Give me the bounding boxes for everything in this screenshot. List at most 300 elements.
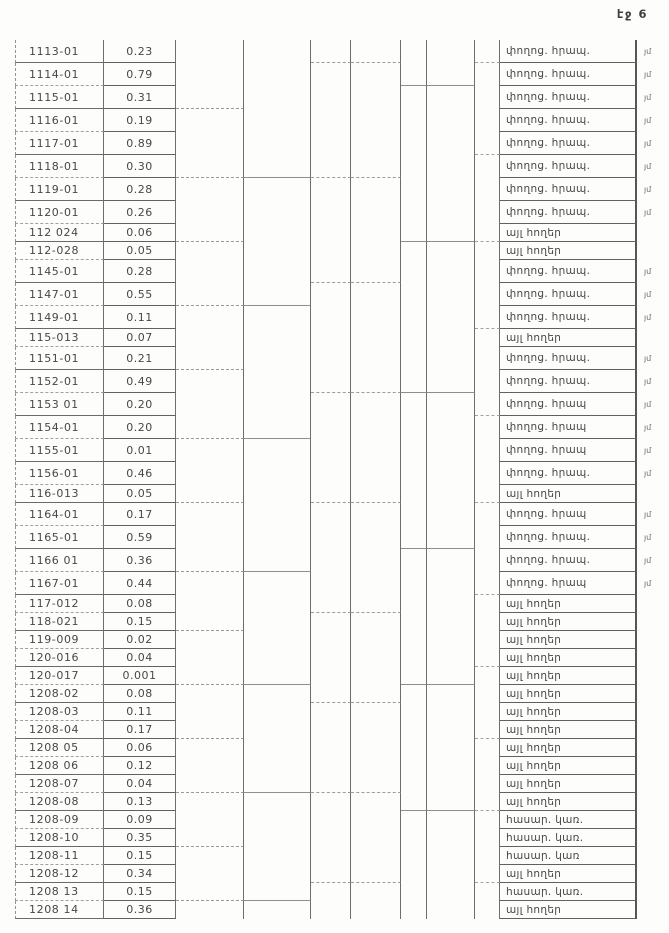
empty-cell: [475, 901, 500, 919]
empty-cell: [244, 685, 311, 703]
marker-cell: յմ: [644, 354, 652, 363]
empty-cell: [427, 811, 475, 829]
empty-cell: [401, 793, 427, 811]
marker-cell: յմ: [644, 400, 652, 409]
marker-cell: յմ: [644, 556, 652, 565]
land-use-cell: փողոց. հրապ.: [500, 201, 637, 224]
empty-cell: [311, 549, 351, 572]
area-value-cell: 0.55: [104, 283, 176, 306]
parcel-id-cell: 1156-01: [15, 462, 104, 485]
empty-cell: [311, 416, 351, 439]
table-row: [15, 613, 669, 631]
empty-cell: [475, 416, 500, 439]
empty-cell: [176, 416, 244, 439]
empty-cell: [351, 416, 401, 439]
table-row: [15, 739, 669, 757]
empty-cell: [244, 370, 311, 393]
land-use-cell: փողոց. հրապ.: [500, 526, 637, 549]
marker-cell: [637, 631, 669, 649]
empty-cell: [351, 63, 401, 86]
table-row: [15, 439, 669, 462]
empty-cell: [351, 526, 401, 549]
empty-cell: [244, 155, 311, 178]
empty-cell: [176, 178, 244, 201]
empty-cell: [311, 901, 351, 919]
empty-cell: [475, 178, 500, 201]
marker-cell: յմ: [644, 185, 652, 194]
empty-cell: [176, 865, 244, 883]
empty-cell: [401, 283, 427, 306]
land-use-cell: փողոց. հրապ.: [500, 86, 637, 109]
empty-cell: [427, 739, 475, 757]
empty-cell: [475, 667, 500, 685]
table-row: [15, 847, 669, 865]
empty-cell: [475, 462, 500, 485]
empty-cell: [401, 549, 427, 572]
table-row: [15, 595, 669, 613]
empty-cell: [401, 393, 427, 416]
empty-cell: [401, 86, 427, 109]
empty-cell: [401, 757, 427, 775]
parcel-id-cell: 1167-01: [15, 572, 104, 595]
land-use-cell: փողոց. հրապ.: [500, 283, 637, 306]
marker-cell: [637, 883, 669, 901]
empty-cell: [311, 613, 351, 631]
empty-cell: [244, 63, 311, 86]
empty-cell: [351, 595, 401, 613]
area-value-cell: 0.08: [104, 595, 176, 613]
empty-cell: [244, 132, 311, 155]
empty-cell: [427, 416, 475, 439]
parcel-id-cell: 1154-01: [15, 416, 104, 439]
empty-cell: [176, 883, 244, 901]
empty-cell: [401, 370, 427, 393]
area-value-cell: 0.06: [104, 739, 176, 757]
empty-cell: [427, 775, 475, 793]
table-row: [15, 40, 669, 63]
empty-cell: [311, 685, 351, 703]
marker-cell: յմ: [644, 139, 652, 148]
parcel-id-cell: 112-028: [15, 242, 104, 260]
parcel-id-cell: 1208-12: [15, 865, 104, 883]
empty-cell: [311, 829, 351, 847]
empty-cell: [176, 685, 244, 703]
empty-cell: [311, 865, 351, 883]
marker-cell: յմ: [644, 290, 652, 299]
empty-cell: [244, 829, 311, 847]
empty-cell: [427, 721, 475, 739]
land-use-cell: այլ հողեր: [500, 739, 637, 757]
empty-cell: [244, 793, 311, 811]
empty-cell: [475, 811, 500, 829]
area-value-cell: 0.46: [104, 462, 176, 485]
empty-cell: [351, 224, 401, 242]
marker-cell: յմ: [644, 162, 652, 171]
marker-cell: յմ: [644, 116, 652, 125]
table-row: [15, 329, 669, 347]
empty-cell: [475, 775, 500, 793]
empty-cell: [311, 370, 351, 393]
empty-cell: [176, 829, 244, 847]
land-use-cell: փողոց. հրապ.: [500, 40, 637, 63]
table-row: [15, 306, 669, 329]
table-row: [15, 178, 669, 201]
marker-cell: յմ: [644, 469, 652, 478]
empty-cell: [176, 201, 244, 224]
empty-cell: [176, 503, 244, 526]
empty-cell: [427, 347, 475, 370]
marker-cell: յմ: [644, 267, 652, 276]
empty-cell: [351, 793, 401, 811]
empty-cell: [176, 242, 244, 260]
empty-cell: [244, 485, 311, 503]
table-row: [15, 901, 669, 919]
empty-cell: [351, 572, 401, 595]
land-use-cell: այլ հողեր: [500, 631, 637, 649]
empty-cell: [351, 721, 401, 739]
empty-cell: [401, 109, 427, 132]
parcel-id-cell: 1120-01: [15, 201, 104, 224]
marker-cell: յմ: [644, 377, 652, 386]
empty-cell: [475, 329, 500, 347]
empty-cell: [475, 242, 500, 260]
empty-cell: [475, 132, 500, 155]
parcel-id-cell: 120-017: [15, 667, 104, 685]
empty-cell: [351, 829, 401, 847]
table-row: [15, 685, 669, 703]
marker-cell: [637, 901, 669, 919]
empty-cell: [427, 703, 475, 721]
parcel-id-cell: 1114-01: [15, 63, 104, 86]
empty-cell: [475, 572, 500, 595]
empty-cell: [244, 847, 311, 865]
empty-cell: [427, 393, 475, 416]
empty-cell: [311, 109, 351, 132]
empty-cell: [244, 739, 311, 757]
table-row: [15, 811, 669, 829]
land-use-cell: հասար. կառ.: [500, 883, 637, 901]
area-value-cell: 0.19: [104, 109, 176, 132]
empty-cell: [311, 155, 351, 178]
area-value-cell: 0.001: [104, 667, 176, 685]
area-value-cell: 0.44: [104, 572, 176, 595]
parcel-id-cell: 1208 13: [15, 883, 104, 901]
empty-cell: [401, 306, 427, 329]
land-use-cell: այլ հողեր: [500, 757, 637, 775]
marker-cell: յմ: [644, 93, 652, 102]
land-use-cell: փողոց. հրապ: [500, 439, 637, 462]
area-value-cell: 0.20: [104, 416, 176, 439]
empty-cell: [244, 649, 311, 667]
empty-cell: [176, 439, 244, 462]
empty-cell: [244, 865, 311, 883]
area-value-cell: 0.08: [104, 685, 176, 703]
empty-cell: [176, 329, 244, 347]
area-value-cell: 0.15: [104, 883, 176, 901]
marker-cell: յմ: [644, 579, 652, 588]
area-value-cell: 0.04: [104, 775, 176, 793]
empty-cell: [176, 595, 244, 613]
empty-cell: [427, 757, 475, 775]
empty-cell: [176, 370, 244, 393]
area-value-cell: 0.13: [104, 793, 176, 811]
empty-cell: [427, 685, 475, 703]
empty-cell: [427, 883, 475, 901]
empty-cell: [311, 503, 351, 526]
empty-cell: [311, 526, 351, 549]
empty-cell: [311, 649, 351, 667]
empty-cell: [427, 793, 475, 811]
empty-cell: [401, 347, 427, 370]
land-use-cell: այլ հողեր: [500, 703, 637, 721]
area-value-cell: 0.31: [104, 86, 176, 109]
empty-cell: [351, 155, 401, 178]
empty-cell: [351, 260, 401, 283]
empty-cell: [244, 393, 311, 416]
empty-cell: [311, 572, 351, 595]
marker-cell: յմ: [644, 533, 652, 542]
marker-cell: [637, 595, 669, 613]
area-value-cell: 0.28: [104, 260, 176, 283]
empty-cell: [244, 109, 311, 132]
marker-cell: [637, 793, 669, 811]
table-row: [15, 649, 669, 667]
land-use-cell: այլ հողեր: [500, 721, 637, 739]
marker-cell: [637, 329, 669, 347]
empty-cell: [351, 439, 401, 462]
empty-cell: [427, 613, 475, 631]
empty-cell: [351, 329, 401, 347]
empty-cell: [401, 242, 427, 260]
land-use-cell: այլ հողեր: [500, 329, 637, 347]
empty-cell: [311, 739, 351, 757]
empty-cell: [176, 572, 244, 595]
empty-cell: [351, 178, 401, 201]
empty-cell: [176, 649, 244, 667]
area-value-cell: 0.02: [104, 631, 176, 649]
parcel-id-cell: 1208 05: [15, 739, 104, 757]
table-row: [15, 347, 669, 370]
empty-cell: [244, 811, 311, 829]
empty-cell: [475, 847, 500, 865]
table-row: [15, 86, 669, 109]
empty-cell: [311, 393, 351, 416]
empty-cell: [351, 393, 401, 416]
table-row: [15, 667, 669, 685]
empty-cell: [311, 595, 351, 613]
empty-cell: [475, 40, 500, 63]
land-use-cell: փողոց. հրապ: [500, 572, 637, 595]
area-value-cell: 0.79: [104, 63, 176, 86]
parcel-id-cell: 1118-01: [15, 155, 104, 178]
empty-cell: [176, 63, 244, 86]
table-row: [15, 775, 669, 793]
empty-cell: [427, 283, 475, 306]
empty-cell: [475, 63, 500, 86]
marker-cell: [637, 829, 669, 847]
empty-cell: [244, 439, 311, 462]
empty-cell: [351, 242, 401, 260]
empty-cell: [176, 811, 244, 829]
land-use-cell: փողոց. հրապ.: [500, 63, 637, 86]
empty-cell: [427, 649, 475, 667]
empty-cell: [311, 631, 351, 649]
table-row: [15, 503, 669, 526]
empty-cell: [427, 595, 475, 613]
parcel-id-cell: 120-016: [15, 649, 104, 667]
empty-cell: [401, 178, 427, 201]
empty-cell: [401, 703, 427, 721]
land-use-cell: այլ հողեր: [500, 613, 637, 631]
area-value-cell: 0.20: [104, 393, 176, 416]
area-value-cell: 0.26: [104, 201, 176, 224]
area-value-cell: 0.05: [104, 242, 176, 260]
empty-cell: [427, 847, 475, 865]
parcel-id-cell: 1208-09: [15, 811, 104, 829]
area-value-cell: 0.36: [104, 549, 176, 572]
empty-cell: [176, 739, 244, 757]
empty-cell: [401, 503, 427, 526]
parcel-id-cell: 1166 01: [15, 549, 104, 572]
empty-cell: [427, 178, 475, 201]
empty-cell: [427, 829, 475, 847]
empty-cell: [475, 631, 500, 649]
land-use-cell: այլ հողեր: [500, 242, 637, 260]
marker-cell: [637, 775, 669, 793]
empty-cell: [244, 721, 311, 739]
empty-cell: [176, 132, 244, 155]
empty-cell: [244, 703, 311, 721]
area-value-cell: 0.15: [104, 613, 176, 631]
empty-cell: [351, 775, 401, 793]
land-use-cell: փողոց. հրապ.: [500, 155, 637, 178]
marker-cell: [637, 811, 669, 829]
empty-cell: [427, 86, 475, 109]
parcel-id-cell: 1152-01: [15, 370, 104, 393]
area-value-cell: 0.23: [104, 40, 176, 63]
empty-cell: [401, 224, 427, 242]
empty-cell: [427, 224, 475, 242]
empty-cell: [401, 485, 427, 503]
empty-cell: [475, 347, 500, 370]
empty-cell: [427, 306, 475, 329]
empty-cell: [427, 40, 475, 63]
marker-cell: յմ: [644, 313, 652, 322]
empty-cell: [244, 86, 311, 109]
empty-cell: [176, 86, 244, 109]
parcel-id-cell: 1113-01: [15, 40, 104, 63]
empty-cell: [176, 667, 244, 685]
area-value-cell: 0.01: [104, 439, 176, 462]
empty-cell: [401, 155, 427, 178]
empty-cell: [176, 155, 244, 178]
parcel-id-cell: 1208 06: [15, 757, 104, 775]
marker-cell: [637, 865, 669, 883]
empty-cell: [427, 865, 475, 883]
table-row: [15, 865, 669, 883]
empty-cell: [475, 260, 500, 283]
land-use-cell: այլ հողեր: [500, 649, 637, 667]
table-row: [15, 549, 669, 572]
empty-cell: [351, 347, 401, 370]
empty-cell: [244, 178, 311, 201]
empty-cell: [475, 485, 500, 503]
empty-cell: [244, 416, 311, 439]
empty-cell: [427, 549, 475, 572]
empty-cell: [351, 306, 401, 329]
empty-cell: [475, 721, 500, 739]
land-use-cell: փողոց. հրապ.: [500, 347, 637, 370]
empty-cell: [351, 631, 401, 649]
marker-cell: [637, 667, 669, 685]
land-use-cell: այլ հողեր: [500, 224, 637, 242]
area-value-cell: 0.17: [104, 721, 176, 739]
empty-cell: [475, 685, 500, 703]
parcel-id-cell: 1115-01: [15, 86, 104, 109]
empty-cell: [244, 347, 311, 370]
parcel-id-cell: 1208-04: [15, 721, 104, 739]
area-value-cell: 0.30: [104, 155, 176, 178]
empty-cell: [176, 526, 244, 549]
empty-cell: [475, 393, 500, 416]
empty-cell: [401, 201, 427, 224]
empty-cell: [176, 775, 244, 793]
land-use-cell: այլ հողեր: [500, 485, 637, 503]
empty-cell: [401, 572, 427, 595]
empty-cell: [244, 306, 311, 329]
marker-cell: յմ: [644, 446, 652, 455]
empty-cell: [311, 439, 351, 462]
table-row: [15, 155, 669, 178]
empty-cell: [401, 721, 427, 739]
empty-cell: [401, 649, 427, 667]
empty-cell: [176, 347, 244, 370]
empty-cell: [475, 757, 500, 775]
land-use-cell: այլ հողեր: [500, 685, 637, 703]
marker-cell: [637, 242, 669, 260]
empty-cell: [244, 462, 311, 485]
empty-cell: [311, 775, 351, 793]
empty-cell: [427, 439, 475, 462]
area-value-cell: 0.36: [104, 901, 176, 919]
empty-cell: [401, 847, 427, 865]
area-value-cell: 0.06: [104, 224, 176, 242]
parcel-id-cell: 1208 14: [15, 901, 104, 919]
empty-cell: [427, 201, 475, 224]
empty-cell: [475, 613, 500, 631]
area-value-cell: 0.15: [104, 847, 176, 865]
empty-cell: [311, 242, 351, 260]
empty-cell: [244, 595, 311, 613]
land-use-cell: այլ հողեր: [500, 901, 637, 919]
marker-cell: յմ: [644, 47, 652, 56]
area-value-cell: 0.04: [104, 649, 176, 667]
parcel-id-cell: 118-021: [15, 613, 104, 631]
empty-cell: [244, 883, 311, 901]
empty-cell: [475, 526, 500, 549]
land-use-cell: փողոց. հրապ.: [500, 306, 637, 329]
parcel-id-cell: 1208-02: [15, 685, 104, 703]
marker-cell: [637, 703, 669, 721]
empty-cell: [244, 503, 311, 526]
empty-cell: [176, 847, 244, 865]
table-row: [15, 370, 669, 393]
empty-cell: [244, 329, 311, 347]
land-use-cell: այլ հողեր: [500, 667, 637, 685]
empty-cell: [401, 132, 427, 155]
land-use-cell: փողոց. հրապ: [500, 416, 637, 439]
empty-cell: [427, 485, 475, 503]
